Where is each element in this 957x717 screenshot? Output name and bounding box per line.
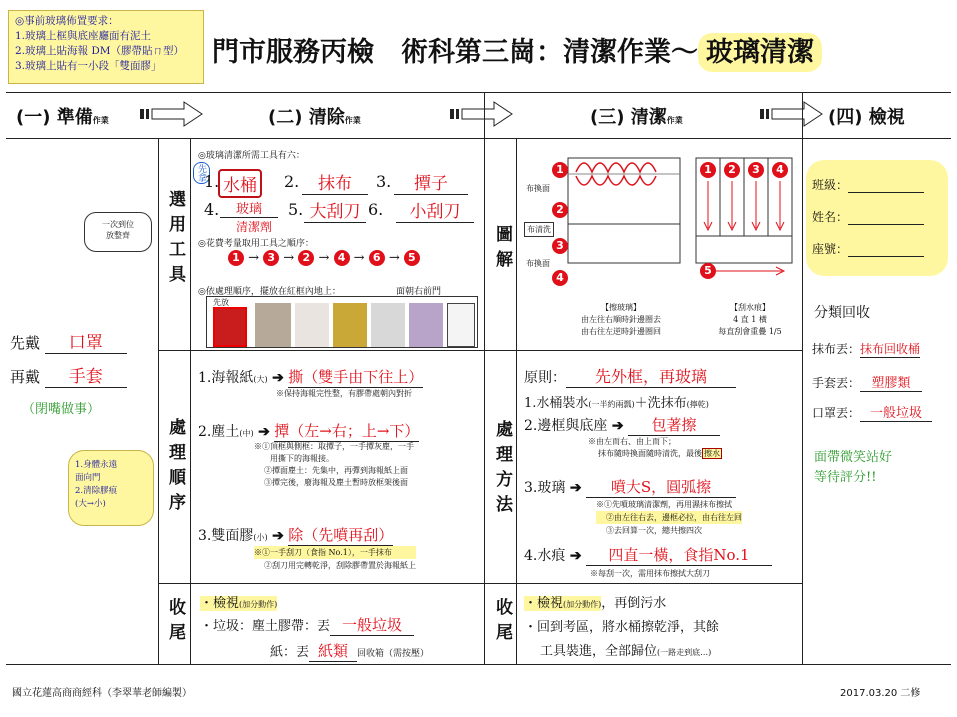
step-label: 1.海報紙 [198, 370, 254, 386]
tool-num: 3. [376, 172, 392, 191]
method-4: 4.水痕 ➔ 四直一橫，食指No.1 [524, 544, 772, 566]
step-3-notes [254, 546, 416, 572]
diagram-num: 4 [552, 270, 568, 286]
method-4-note: ※每刮一次，需用抹布擦拭大刮刀 [590, 569, 710, 578]
note-line: ②由左往右去，邊框必拉，由右往左回 [596, 511, 742, 524]
method-value: 包著擦 [628, 414, 720, 436]
caption-line: 由右往左逆時針邊圈回 [581, 327, 661, 336]
class-field[interactable] [812, 176, 924, 193]
finish-left-2 [200, 614, 414, 636]
finish-sub: (加分動作) [563, 600, 602, 609]
sort-item [812, 402, 932, 422]
finish-item: ・垃圾：塵土膠帶：丟 [200, 619, 331, 634]
top-note-line: 1.玻璃上框與底座廳面有泥土 [15, 30, 152, 42]
scraper-photo [333, 303, 367, 347]
footer-author: 國立花蓮高商商經科（李翠華老師編製） [12, 688, 192, 699]
finish-item: ・檢視 [524, 596, 564, 611]
header-prepare-label: (一) 準備 [16, 107, 93, 128]
finish-left-3 [270, 640, 429, 662]
footer-date: 2017.03.20 二修 [840, 688, 921, 699]
tool-num: 2. [284, 172, 300, 191]
sort-value: 抹布回收桶 [860, 342, 921, 356]
note-line: 抹布隨時換面隨時清洗，最後 [598, 449, 702, 458]
step-sub: (中) [239, 429, 254, 438]
diagram-num: 2 [552, 202, 568, 218]
then-wear-value: 手套 [45, 362, 127, 388]
step-2-notes [254, 441, 482, 489]
finish-value: 紙類 [309, 640, 357, 662]
first-tag: 先放 [213, 298, 229, 307]
sort-item [812, 340, 920, 358]
finish-tail: 回收箱（需按壓） [357, 649, 430, 659]
header-clear [268, 103, 361, 129]
caption-line: 每直刮會重疊 1/5 [718, 327, 782, 336]
diagram-num: 3 [748, 162, 764, 178]
finish-item: ・檢視 [200, 596, 240, 611]
diagram-num: 3 [552, 238, 568, 254]
top-note-line: 2.玻璃上貼海報 DM（膠帶貼ㄇ型） [15, 45, 185, 57]
step-1-note: ※保持海報完性整，有膠帶處朝內對折 [276, 389, 412, 398]
method-1 [524, 392, 709, 411]
diagram-num: 2 [724, 162, 740, 178]
label-finish-right: 收尾 [492, 598, 512, 648]
principle [524, 364, 736, 388]
principle-value: 先外框，再玻璃 [566, 364, 736, 388]
cloth-photo [255, 303, 291, 347]
header-sub: 作業 [666, 116, 683, 125]
tool-duster: 撢子 [394, 169, 468, 195]
note-line: ③去回算一次，總共擦四次 [606, 526, 702, 535]
sort-value: 塑膠類 [860, 372, 922, 392]
divider [6, 664, 951, 665]
caption-line: 【擦玻璃】 [601, 303, 641, 312]
divider [516, 138, 517, 664]
label-select-tools: 選用工具 [165, 190, 185, 290]
first-wear [10, 328, 127, 354]
caption-line: 由左往右順時針邊圈去 [581, 315, 661, 324]
caption-line: 【刮水痕】 [730, 303, 770, 312]
silent-note: （閉嘴做事） [22, 402, 101, 417]
header-sub: 作業 [344, 116, 361, 125]
step-value: 撕（雙手由下往上） [288, 368, 424, 386]
method-label: 4.水痕 [524, 548, 566, 564]
method-sub: (一半約兩瓢) [588, 400, 635, 409]
tool-num: 6. [368, 200, 384, 219]
name-label: 姓名： [812, 210, 849, 224]
then-wear [10, 362, 127, 388]
sort-key: 手套丟： [812, 376, 861, 390]
diagram-caption-left [556, 302, 686, 338]
diagram-num: 5 [700, 263, 716, 279]
top-note-line: 3.玻璃上貼有一小段「雙面膠」 [15, 60, 162, 72]
finish-sub: (一路走到底…) [657, 648, 712, 657]
spray-photo [409, 303, 443, 347]
finish-item: 紙：丟 [270, 645, 310, 660]
order-step: 4 [334, 250, 350, 266]
method-3-notes [596, 498, 742, 537]
duster-photo [295, 303, 329, 347]
note-line: ③撢完後，廢海報及塵土暫時放框架後面 [264, 478, 408, 487]
tool-glass: 玻璃 [220, 198, 278, 218]
place-title: ◎依處理順序，擺放在紅框內地上： [198, 287, 341, 297]
tool-num: 5. [288, 200, 304, 219]
arrow-right-icon [760, 100, 824, 128]
caption-line: 4 直 1 橫 [733, 315, 767, 324]
tool-cleaner: 清潔劑 [236, 220, 273, 234]
diagram-num: 1 [552, 162, 568, 178]
step-value: 撢（左→右；上→下） [274, 422, 420, 440]
method-label: 3.玻璃 [524, 480, 566, 496]
method-sub: (擰乾) [686, 400, 709, 409]
finish-right-1 [524, 592, 666, 611]
finish-sub: (加分動作) [239, 600, 278, 609]
divider [484, 92, 485, 664]
header-prepare [16, 103, 109, 129]
top-note-line: ◎事前玻璃佈置要求： [15, 15, 119, 27]
note-line: ※由左而右、由上而下； [588, 437, 676, 446]
method-2-notes [588, 436, 722, 460]
header-review: (四) 檢視 [828, 107, 905, 128]
step-sub: (小) [253, 533, 268, 542]
note-line: ②刮刀用完轉乾淨，刮除膠帶置於海報紙上 [264, 561, 416, 570]
sort-key: 口罩丟： [812, 406, 861, 420]
header-sub: 作業 [92, 116, 109, 125]
diagram-num: 4 [772, 162, 788, 178]
step-label: 2.塵土 [198, 424, 240, 440]
glass-frame-photo [447, 303, 475, 347]
divider [158, 350, 802, 351]
small-scraper-photo [371, 303, 405, 347]
label-process-method: 處理方法 [492, 420, 512, 520]
principle-label: 原則： [524, 370, 566, 386]
then-wear-label: 再戴 [10, 368, 41, 386]
first-wear-label: 先戴 [10, 334, 41, 352]
divider [190, 138, 191, 664]
sort-value: 一般垃圾 [860, 402, 932, 422]
seat-field[interactable] [812, 240, 924, 257]
order-step: 2 [298, 250, 314, 266]
tool-num: 4. [204, 200, 220, 219]
page-title-main: 門市服務丙檢 術科第三崗：清潔作業～ [212, 37, 698, 68]
place-right: 面朝右前門 [396, 287, 442, 297]
method-value: 四直一橫，食指No.1 [586, 544, 772, 566]
divider [158, 138, 159, 664]
step-sub: (大) [253, 375, 268, 384]
sort-key: 抹布丟： [812, 342, 861, 356]
finish-right-3 [540, 640, 711, 659]
tools-intro: ◎玻璃清潔所需工具有六： [198, 151, 305, 161]
order-step: 1 [228, 250, 244, 266]
tool-bucket: 水桶 [218, 169, 262, 198]
diagram-side-label: 布清洗 [524, 222, 554, 237]
finish-tail: ，再倒污水 [601, 596, 667, 611]
label-process-order: 處理順序 [165, 418, 185, 518]
header-clean [590, 103, 683, 129]
method-2: 2.邊框與底座 ➔ 包著擦 [524, 414, 720, 436]
method-value: 噴大S，圓弧擦 [586, 476, 736, 498]
sort-item [812, 372, 922, 392]
divider [802, 92, 803, 664]
order-step: 3 [263, 250, 279, 266]
note-line: ※①一手刮刀（食指 No.1），一手抹布 [254, 546, 416, 559]
page-title [212, 30, 822, 69]
first-wear-value: 口罩 [45, 328, 127, 354]
take-first-note: 先拿 [193, 162, 210, 184]
process-step-3: 3.雙面膠(小) ➔ 除（先噴再刮） [198, 526, 394, 544]
tool-big-scraper: 大刮刀 [304, 197, 366, 223]
order-step: 5 [404, 250, 420, 266]
sort-title: 分類回收 [814, 305, 870, 321]
finish-value: 一般垃圾 [330, 614, 414, 636]
label-finish-left: 收尾 [165, 598, 185, 648]
name-field[interactable] [812, 208, 924, 225]
speech-bubble: 一次到位 放整齊 [84, 212, 152, 252]
class-label: 班級： [812, 178, 849, 192]
divider [6, 138, 951, 139]
tool-small-scraper: 小刮刀 [396, 197, 474, 223]
note-line: 用撕下的海報接。 [270, 454, 334, 463]
diagram-side-label: 布換面 [526, 184, 550, 193]
finish-item: 工具裝進，全部歸位 [540, 644, 658, 659]
diagram-caption-right [700, 302, 800, 338]
header-clean-label: (三) 清潔 [590, 107, 667, 128]
note-line: ※①先噴玻璃清潔劑，再用濕抹布擦拭 [596, 500, 732, 509]
finish-right-2: ・回到考區，將水桶擦乾淨，其餘 [524, 620, 720, 635]
label-diagram: 圖解 [492, 225, 512, 275]
order-title: ◎花費考量取用工具之順序： [198, 239, 314, 249]
wipe-water-box: 擦水 [704, 449, 720, 458]
step-label: 3.雙面膠 [198, 528, 254, 544]
method-tail: ＋洗抹布 [634, 396, 687, 411]
seat-label: 座號： [812, 242, 849, 256]
tool-num: 1. [204, 172, 220, 191]
note-line: ②撢面塵土：先集中，再彈到海報紙上面 [264, 466, 408, 475]
diagram-num: 1 [700, 162, 716, 178]
body-note: 1.身體永遠 面向門 2.清除膠痕 (大→小) [68, 450, 154, 526]
order-step: 6 [369, 250, 385, 266]
page-title-highlight: 玻璃清潔 [698, 33, 822, 72]
divider [158, 583, 802, 584]
process-step-1: 1.海報紙(大) ➔ 撕（雙手由下往上） [198, 368, 424, 386]
bucket-photo [213, 307, 247, 347]
method-label: 2.邊框與底座 [524, 418, 608, 434]
top-note [8, 10, 204, 84]
note-line: ※①頂框與側框：取撢子，一手撢灰塵，一手 [254, 442, 414, 451]
tool-photos [206, 296, 478, 348]
tool-cloth: 抹布 [302, 169, 368, 195]
method-label: 1.水桶裝水 [524, 396, 589, 411]
process-step-2: 2.塵土(中) ➔ 撢（左→右；上→下） [198, 422, 420, 440]
arrow-right-icon [450, 100, 514, 128]
diagram-side-label: 布換面 [526, 259, 550, 268]
header-clear-label: (二) 清除 [268, 107, 345, 128]
arrow-right-icon [140, 100, 204, 128]
step-value: 除（先噴再刮） [288, 526, 394, 544]
finish-left-1 [200, 592, 277, 611]
tools-list [196, 164, 482, 234]
smile-note: 面帶微笑站好 等待評分!! [814, 450, 893, 485]
method-3: 3.玻璃 ➔ 噴大S，圓弧擦 [524, 476, 736, 498]
tool-order: 1 → 3 → 2 → 4 → 6 → 5 [228, 250, 420, 266]
divider [6, 92, 951, 93]
